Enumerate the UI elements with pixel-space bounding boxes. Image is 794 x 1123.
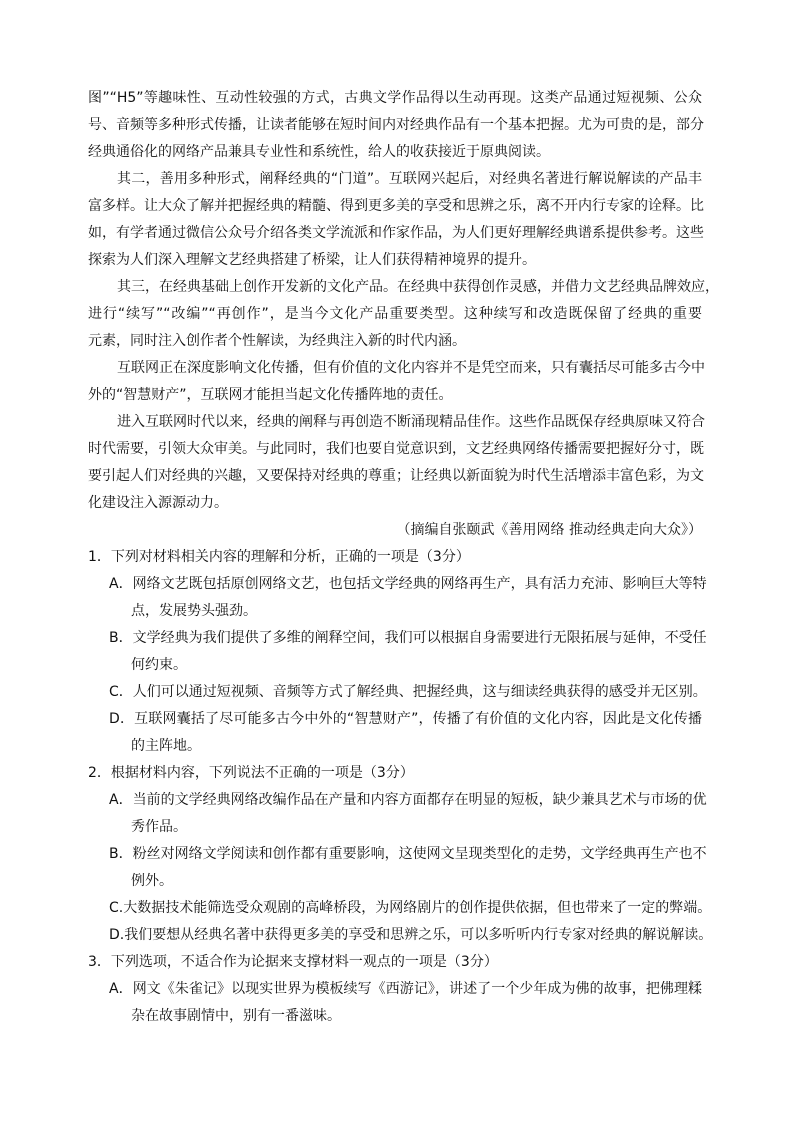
question-3-stem: 3．下列选项，不适合作为论据来支撑材料一观点的一项是（3分） [88,954,498,970]
question-2-stem: 2．根据材料内容，下列说法不正确的一项是（3分） [88,765,414,781]
passage-line: 富多样。让大众了解并把握经典的精髓、得到更多美的享受和思辨之乐，离不开内行专家的诠释。比 [88,198,704,214]
passage-line: 元素，同时注入创作者个性解读，为经典注入新的时代内涵。 [88,333,466,349]
question-2-option-b-cont: 例外。 [131,873,173,889]
passage-line: 时代需要，引领大众审美。与此同时，我们也要自觉意识到，文艺经典网络传播需要把握好分寸，既 [88,441,704,457]
question-2-option-c: C.大数据技术能筛选受众观剧的高峰桥段，为网络剧片的创作提供依据，但也带来了一定的弊端。 [109,900,712,916]
question-1-option-b-cont: 何约束。 [131,657,187,673]
passage-line: 互联网正在深度影响文化传播，但有价值的文化内容并不是凭空而来，只有囊括尽可能多古今中 [117,360,705,376]
passage-line: 其二，善用多种形式，阐释经典的“门道”。互联网兴起后，对经典名著进行解说解读的产品丰 [117,171,702,187]
passage-line: 要引起人们对经典的兴趣，又要保持对经典的尊重；让经典以新面貌为时代生活增添丰富色彩，为文 [88,468,704,484]
question-1-stem: 1．下列对材料相关内容的理解和分析，正确的一项是（3分） [88,549,470,565]
question-1-option-d-cont: 的主阵地。 [131,738,201,754]
question-2-option-a-cont: 秀作品。 [131,819,187,835]
passage-line: 化建设注入源源动力。 [88,495,228,511]
passage-line: 探索为人们深入理解文艺经典搭建了桥梁，让人们获得精神境界的提升。 [88,252,536,268]
question-3-option-a: A．网文《朱雀记》以现实世界为模板续写《西游记》，讲述了一个少年成为佛的故事，把佛理糅 [109,981,702,997]
question-1-option-a: A．网络文艺既包括原创网络文艺，也包括文学经典的网络再生产，具有活力充沛、影响巨大等特 [109,576,707,592]
question-2-option-b: B．粉丝对网络文学阅读和创作都有重要影响，这使网文呈现类型化的走势，文学经典再生产也不 [109,846,707,862]
passage-line: 图”“H5”等趣味性、互动性较强的方式，古典文学作品得以生动再现。这类产品通过短视频、公众 [88,90,702,106]
question-1-option-d: D．互联网囊括了尽可能多古今中外的“智慧财产”，传播了有价值的文化内容，因此是文化传播 [109,711,702,727]
question-2-option-d: D.我们要想从经典名著中获得更多美的享受和思辨之乐，可以多听听内行专家对经典的解说解读。 [109,927,713,943]
source-citation: （摘编自张颐武《善用网络 推动经典走向大众》） [396,522,702,538]
question-1-option-a-cont: 点，发展势头强劲。 [131,603,257,619]
question-1-option-c: C．人们可以通过短视频、音频等方式了解经典、把握经典，这与细读经典获得的感受并无区别。 [109,684,707,700]
passage-line: 进入互联网时代以来，经典的阐释与再创造不断涌现精品佳作。这些作品既保存经典原味又符合 [117,414,705,430]
question-2-option-a: A．当前的文学经典网络改编作品在产量和内容方面都存在明显的短板，缺少兼具艺术与市场的优 [109,792,707,808]
passage-line: 经典通俗化的网络产品兼具专业性和系统性，给人的收获接近于原典阅读。 [88,144,550,160]
passage-line: 外的“智慧财产”，互联网才能担当起文化传播阵地的责任。 [88,387,453,403]
passage-line: 其三，在经典基础上创作开发新的文化产品。在经典中获得创作灵感，并借力文艺经典品牌效应， [117,279,719,295]
question-1-option-b: B．文学经典为我们提供了多维的阐释空间，我们可以根据自身需要进行无限拓展与延伸，不受任 [109,630,707,646]
passage-line: 号、音频等多种形式传播，让读者能够在短时间内对经典作品有一个基本把握。尤为可贵的是，部分 [88,117,704,133]
passage-line: 进行“续写”“改编”“再创作”，是当今文化产品重要类型。这种续写和改造既保留了经典的重要 [88,306,702,322]
question-3-option-a-cont: 杂在故事剧情中，别有一番滋味。 [131,1008,341,1024]
passage-line: 如，有学者通过微信公众号介绍各类文学流派和作家作品，为人们更好理解经典谱系提供参考。这些 [88,225,704,241]
